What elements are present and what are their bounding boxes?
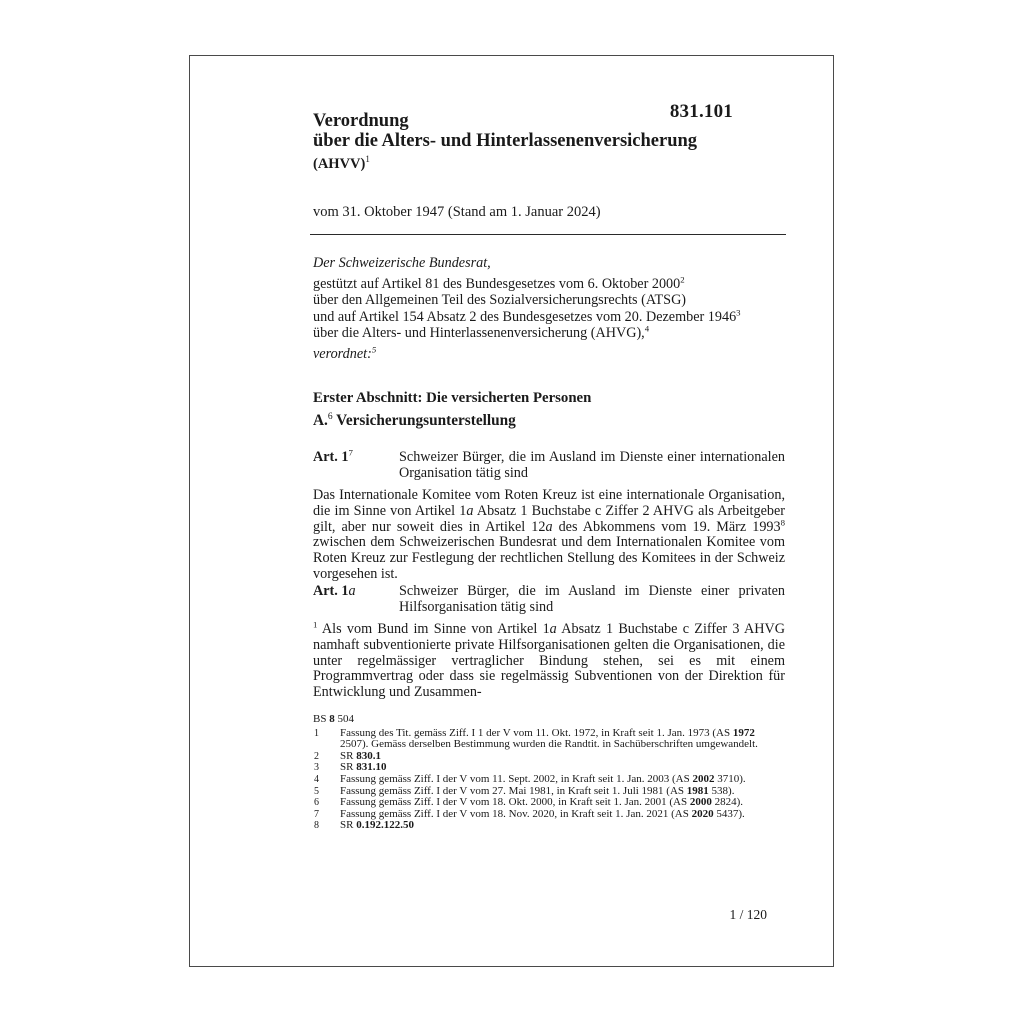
footnote-ref[interactable]: 6 bbox=[327, 411, 333, 422]
fn-pre: Fassung gemäss Ziff. I der V vom 18. Okt. 2000, in Kraft seit 1. Jan. 2001 (AS bbox=[340, 796, 690, 809]
article-body bbox=[313, 488, 785, 583]
footnote-number: 7 bbox=[314, 808, 319, 820]
subsection-prefix: A. bbox=[313, 412, 328, 429]
article-number-suffix: a bbox=[348, 583, 356, 599]
title-line-2: über die Alters- und Hinterlassenenversicherung bbox=[313, 131, 698, 151]
fn-pre: Fassung gemäss Ziff. I der V vom 27. Mai 1981, in Kraft seit 1. Juli 1981 (AS bbox=[340, 784, 687, 797]
fn-post: 2824). bbox=[711, 796, 744, 809]
preamble-basis-line bbox=[313, 325, 785, 342]
footnote-ref[interactable]: 3 bbox=[736, 306, 741, 317]
body-text: Das Internationale Komitee vom Roten Kreuz ist eine internationale Organisation, die im Sinne von Artikel 1 bbox=[313, 487, 785, 519]
preamble-authority: Der Schweizerische Bundesrat, bbox=[313, 255, 491, 271]
fn-sr-link[interactable]: 0.192.122.50 bbox=[356, 819, 414, 832]
footnote-ref[interactable]: 1 bbox=[365, 154, 370, 165]
preamble-enacting bbox=[313, 343, 785, 363]
preamble-basis-line bbox=[313, 292, 785, 309]
fn-bold: 2002 bbox=[692, 772, 715, 785]
footnote-ref[interactable]: 4 bbox=[644, 323, 650, 334]
footnote-number: 6 bbox=[314, 797, 319, 809]
basis-text: über den Allgemeinen Teil des Sozialversicherungsrechts (ATSG) bbox=[313, 292, 687, 308]
article-1a bbox=[313, 584, 785, 701]
title-abbreviation bbox=[313, 154, 733, 174]
fn-sr-link[interactable]: 831.10 bbox=[356, 761, 387, 774]
article-title: Schweizer Bürger, die im Ausland im Dienste einer internationalen Organisation tätig sind bbox=[399, 449, 785, 481]
article-number-text: Art. 1 bbox=[313, 583, 349, 599]
date-line: vom 31. Oktober 1947 (Stand am 1. Januar 2024) bbox=[313, 204, 601, 220]
article-number bbox=[313, 584, 399, 615]
fn-post: 3710). bbox=[714, 772, 746, 785]
article-title: Schweizer Bürger, die im Ausland im Dienste einer privaten Hilfsorganisation tätig sind bbox=[399, 583, 785, 615]
article-header bbox=[313, 447, 785, 481]
preamble-basis-line bbox=[313, 306, 785, 326]
footnote-number: 1 bbox=[314, 727, 319, 739]
title-abbr-text: (AHVV) bbox=[313, 156, 366, 172]
bs-reference bbox=[313, 714, 785, 726]
sr-number: 831.101 bbox=[669, 101, 733, 122]
footnote-item bbox=[313, 820, 785, 832]
footnote-ref[interactable]: 7 bbox=[348, 447, 353, 458]
body-text: Als vom Bund im Sinne von Artikel 1 bbox=[317, 621, 550, 637]
article-body bbox=[313, 619, 785, 701]
body-text: Absatz 1 Buchstabe c Ziffer 3 AHVG namhaft subventionierte private Hilfsorganisationen gelten die Organisationen, die unter regelmässiger vertraglicher Bindung stehen, sei es mit einem Programmvertrag oder dass sie regelmässig Subventionen von der Direktion für Entwicklung und Zusammen- bbox=[313, 621, 785, 701]
body-text: zwischen dem Schweizerischen Bundesrat und dem Internationalen Komitee vom Roten Kreuz zur Festlegung der rechtlichen Stellung des Komitees in der Schweiz vorgesehen ist. bbox=[313, 534, 785, 582]
fn-bold: 1972 bbox=[732, 726, 755, 739]
footnotes bbox=[313, 714, 785, 832]
footnote-number: 2 bbox=[314, 750, 319, 762]
body-italic: a bbox=[466, 502, 474, 519]
article-number-text: Art. 1 bbox=[313, 449, 349, 465]
basis-text: über die Alters- und Hinterlassenenversicherung (AHVG), bbox=[313, 325, 645, 341]
subsection-title: Versicherungsunterstellung bbox=[336, 412, 516, 429]
document-title bbox=[313, 111, 733, 174]
fn-pre: Fassung gemäss Ziff. I der V vom 18. Nov. 2020, in Kraft seit 1. Jan. 2021 (AS bbox=[340, 807, 692, 820]
body-italic: a bbox=[549, 621, 557, 637]
title-divider bbox=[310, 234, 786, 235]
bs-prefix: BS bbox=[313, 713, 330, 725]
fn-post: 2507). Gemäss derselben Bestimmung wurden die Randtit. in Sachüberschriften umgewandelt. bbox=[340, 738, 758, 751]
fn-post: 5437). bbox=[713, 807, 745, 820]
footnote-text bbox=[340, 728, 785, 751]
basis-text: gestützt auf Artikel 81 des Bundesgesetzes vom 6. Oktober 2000 bbox=[313, 275, 681, 292]
article-number bbox=[313, 447, 399, 481]
fn-pre: SR bbox=[340, 749, 357, 762]
fn-pre: Fassung gemäss Ziff. I der V vom 11. Sept. 2002, in Kraft seit 1. Jan. 2003 (AS bbox=[340, 772, 693, 785]
preamble bbox=[313, 255, 785, 362]
fn-pre: SR bbox=[340, 761, 357, 774]
footnote-item bbox=[313, 728, 785, 751]
footnote-number: 8 bbox=[314, 820, 319, 832]
title-line-1: Verordnung bbox=[313, 111, 409, 131]
document-page bbox=[189, 55, 834, 967]
fn-bold: 1981 bbox=[686, 784, 709, 797]
preamble-basis-line bbox=[313, 273, 785, 293]
article-1 bbox=[313, 447, 786, 583]
bs-page: 504 bbox=[334, 713, 354, 725]
basis-text: und auf Artikel 154 Absatz 2 des Bundesgesetzes vom 20. Dezember 1946 bbox=[313, 308, 737, 325]
footnote-number: 5 bbox=[314, 785, 319, 797]
fn-post: 538). bbox=[708, 784, 735, 797]
paragraph-number: 1 bbox=[313, 619, 318, 630]
section-heading: Erster Abschnitt: Die versicherten Personen bbox=[313, 390, 592, 406]
body-italic: a bbox=[545, 518, 553, 535]
footnote-number: 4 bbox=[314, 773, 319, 785]
footnote-text bbox=[340, 820, 785, 832]
footnote-ref[interactable]: 5 bbox=[371, 343, 377, 354]
fn-pre: SR bbox=[340, 819, 357, 832]
footnote-ref[interactable]: 8 bbox=[780, 516, 786, 527]
fn-bold: 2000 bbox=[689, 796, 712, 809]
fn-sr-link[interactable]: 830.1 bbox=[356, 749, 381, 762]
page-indicator: 1 / 120 bbox=[729, 907, 767, 922]
subsection-heading bbox=[313, 412, 516, 430]
fn-pre: Fassung des Tit. gemäss Ziff. I 1 der V vom 11. Okt. 1972, in Kraft seit 1. Jan. 1973 (AS bbox=[340, 726, 733, 739]
fn-bold: 2020 bbox=[691, 807, 714, 820]
footnote-number: 3 bbox=[314, 762, 319, 774]
body-text: des Abkommens vom 19. März 1993 bbox=[552, 518, 781, 535]
footnote-ref[interactable]: 2 bbox=[680, 273, 685, 284]
footnote-text bbox=[340, 751, 785, 763]
body-text: Absatz 1 Buchstabe c Ziffer 2 AHVG als Arbeitgeber gilt, aber nur soweit dies in Artikel 12 bbox=[313, 502, 786, 535]
bs-volume: 8 bbox=[329, 713, 335, 725]
article-header bbox=[313, 584, 785, 615]
enacting-text: verordnet: bbox=[313, 345, 372, 362]
